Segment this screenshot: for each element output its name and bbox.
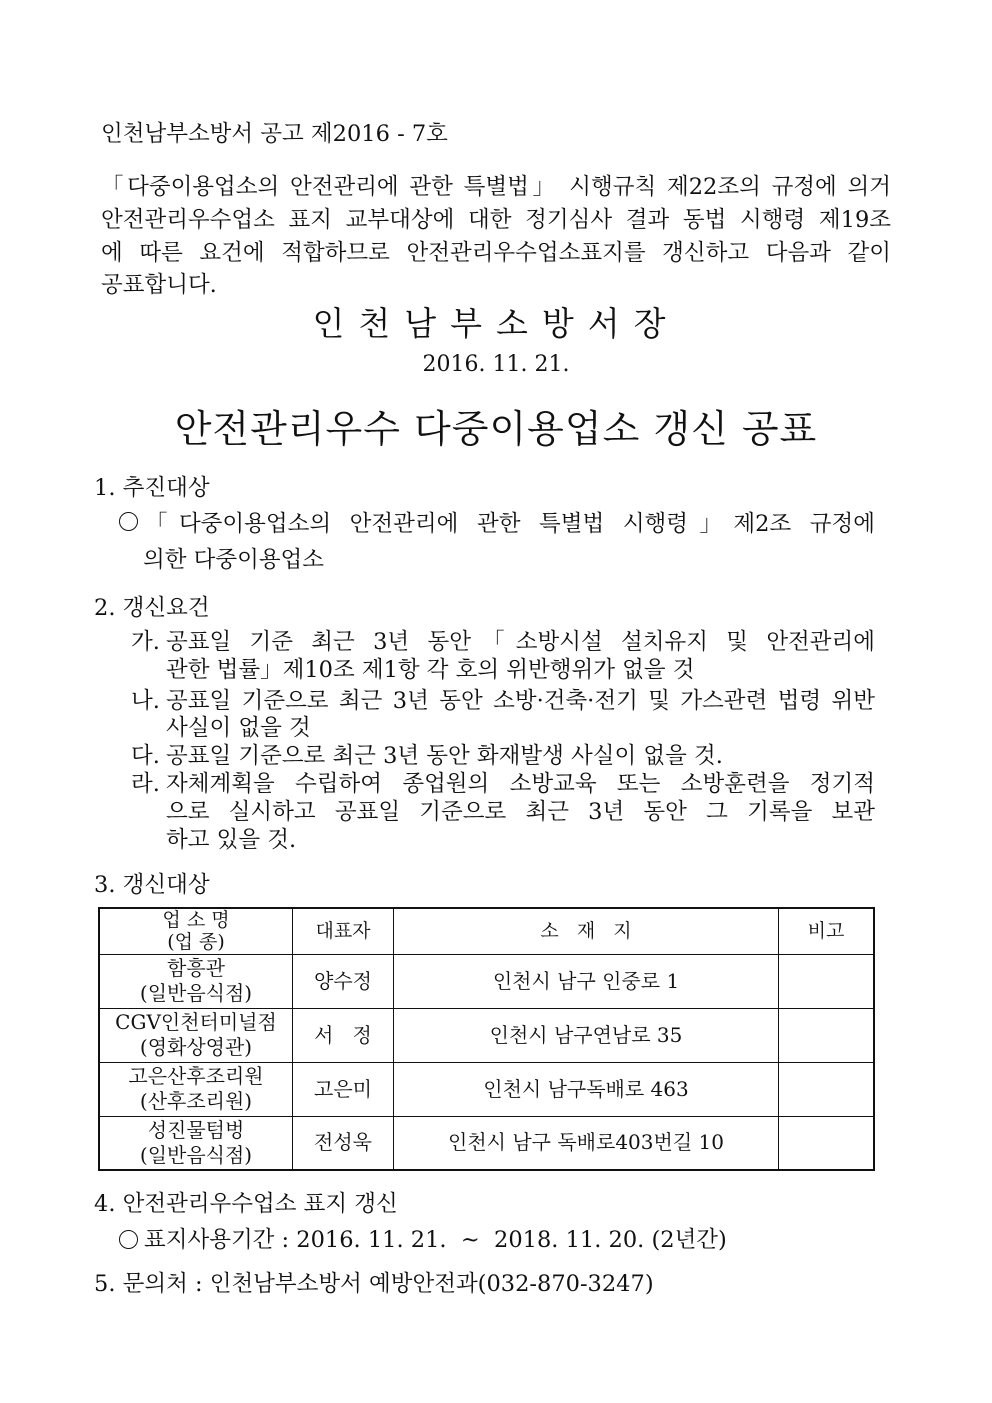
header-business-name: 업 소 명 (업 종)	[99, 908, 293, 954]
section3-heading: 3. 갱신대상	[94, 872, 210, 898]
header-remarks: 비고	[779, 908, 875, 954]
hollow-circle-icon	[119, 1230, 138, 1249]
hollow-circle-icon	[119, 512, 144, 533]
section4-period	[119, 1222, 727, 1254]
issuer-name: 인천남부소방서장	[312, 304, 680, 343]
section1-line-2: 의한 다중이용업소	[143, 547, 325, 573]
business-name-cell: CGV인천터미널점 (영화상영관)	[99, 1008, 293, 1062]
item-ra-line-1: 자체계획을 수립하여 종업원의 소방교육 또는 소방훈련을 정기적	[166, 771, 875, 797]
address-cell: 인천시 남구연남로 35	[394, 1008, 779, 1062]
notice-title: 안전관리우수 다중이용업소 갱신 공표	[174, 407, 818, 451]
notice-number: 인천남부소방서 공고 제2016 - 7호	[101, 121, 448, 147]
table-header-row	[99, 908, 874, 954]
header-representative: 대표자	[293, 908, 394, 954]
item-na-line-2: 사실이 없을 것	[166, 715, 311, 741]
address-cell: 인천시 남구 독배로403번길 10	[394, 1116, 779, 1170]
intro-line-1: 「다중이용업소의 안전관리에 관한 특별법」 시행규칙 제22조의 규정에 의거	[101, 174, 891, 200]
header-address: 소 재 지	[394, 908, 779, 954]
item-na-marker: 나.	[131, 688, 160, 714]
item-ra-line-3: 하고 있을 것.	[166, 827, 297, 853]
table-row	[99, 954, 874, 1008]
item-ga-line-1: 공표일 기준 최근 3년 동안「소방시설 설치유지 및 안전관리에	[166, 629, 875, 655]
section1-line-1: 「다중이용업소의 안전관리에 관한 특별법 시행령」제2조 규정에	[145, 511, 875, 537]
item-ga-marker: 가.	[131, 629, 160, 655]
address-cell: 인천시 남구독배로 463	[394, 1062, 779, 1116]
item-ra-line-2: 으로 실시하고 공표일 기준으로 최근 3년 동안 그 기록을 보관	[166, 799, 875, 825]
business-name-cell: 성진물텀벙 (일반음식점)	[99, 1116, 293, 1170]
remarks-cell	[779, 1062, 875, 1116]
remarks-cell	[779, 1008, 875, 1062]
address-cell: 인천시 남구 인중로 1	[394, 954, 779, 1008]
section1-heading: 1. 추진대상	[94, 475, 210, 501]
representative-cell: 전성욱	[293, 1116, 394, 1170]
renewal-targets-table	[98, 907, 875, 1171]
table-row	[99, 1062, 874, 1116]
section4-heading: 4. 안전관리우수업소 표지 갱신	[94, 1191, 398, 1217]
business-name-cell: 함흥관 (일반음식점)	[99, 954, 293, 1008]
section2-heading: 2. 갱신요건	[94, 595, 210, 621]
notice-date: 2016. 11. 21.	[422, 352, 570, 377]
remarks-cell	[779, 954, 875, 1008]
remarks-cell	[779, 1116, 875, 1170]
business-name-cell: 고은산후조리원 (산후조리원)	[99, 1062, 293, 1116]
item-na-line-1: 공표일 기준으로 최근 3년 동안 소방·건축·전기 및 가스관련 법령 위반	[166, 688, 875, 714]
representative-cell: 서 정	[293, 1008, 394, 1062]
item-da-marker: 다.	[131, 743, 160, 769]
representative-cell: 고은미	[293, 1062, 394, 1116]
intro-line-2: 안전관리우수업소 표지 교부대상에 대한 정기심사 결과 동법 시행령 제19조	[101, 207, 891, 233]
item-ga-line-2: 관한 법률」제10조 제1항 각 호의 위반행위가 없을 것	[166, 657, 695, 683]
intro-line-4: 공표합니다.	[101, 272, 217, 298]
contact-info: 5. 문의처 : 인천남부소방서 예방안전과(032-870-3247)	[94, 1271, 654, 1297]
table-row	[99, 1116, 874, 1170]
sign-usage-period: 표지사용기간 : 2016. 11. 21. ~ 2018. 11. 20. (2년간)	[144, 1227, 727, 1253]
item-ra-marker: 라.	[131, 771, 160, 797]
representative-cell: 양수정	[293, 954, 394, 1008]
table-row	[99, 1008, 874, 1062]
item-da-line-1: 공표일 기준으로 최근 3년 동안 화재발생 사실이 없을 것.	[166, 743, 723, 769]
intro-line-3: 에 따른 요건에 적합하므로 안전관리우수업소표지를 갱신하고 다음과 같이	[101, 240, 891, 266]
